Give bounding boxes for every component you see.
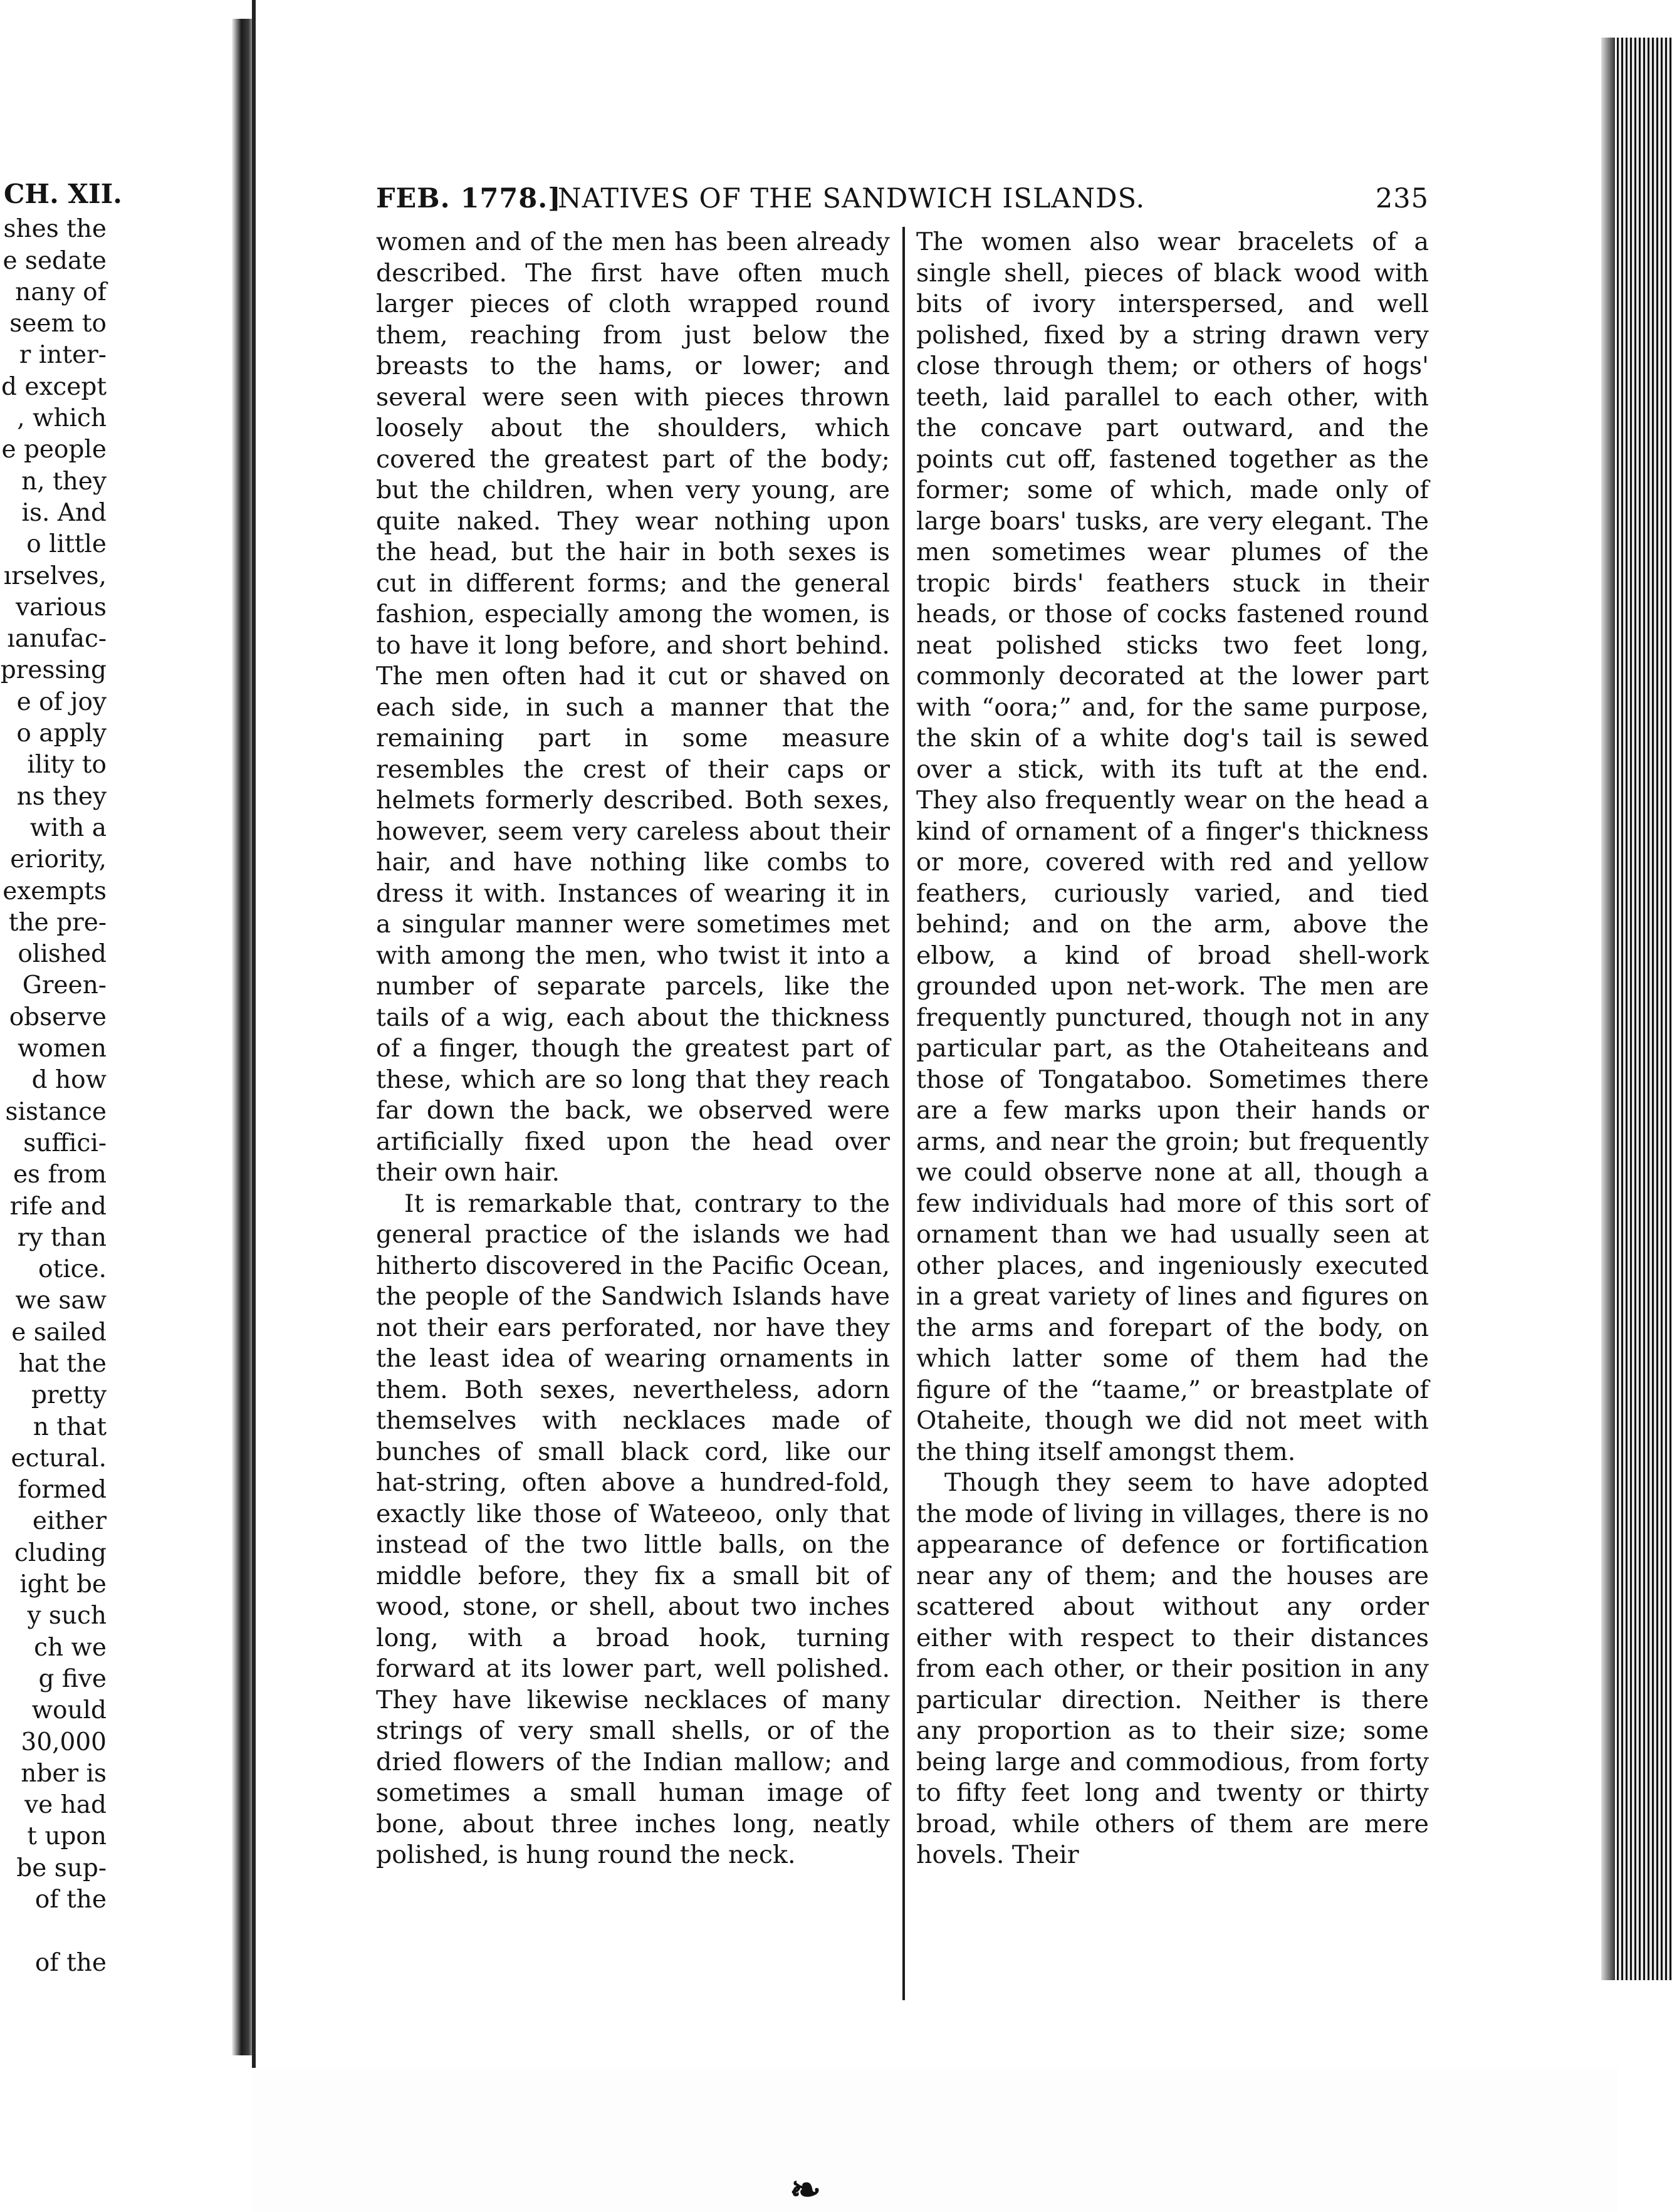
previous-page-line: suffici- <box>23 1129 107 1157</box>
previous-page-line: the pre- <box>8 908 107 937</box>
previous-page-line: of the <box>34 1886 107 1914</box>
previous-page-line: e sailed <box>11 1318 107 1347</box>
previous-page-lines <box>0 214 107 1979</box>
previous-page-line <box>0 1916 107 1947</box>
page-edge-left <box>252 0 256 2080</box>
previous-page-line: e sedate <box>3 246 107 275</box>
previous-page-line: e of joy <box>16 687 107 716</box>
previous-page-line: ility to <box>27 751 107 780</box>
previous-page-line: olished <box>18 940 107 969</box>
previous-page-line: es from <box>13 1161 107 1189</box>
previous-page-line: nber is <box>21 1759 107 1788</box>
previous-page-line: sistance <box>5 1097 107 1126</box>
page-bottom-margin <box>252 2068 1618 2212</box>
previous-page-line: d how <box>31 1066 107 1095</box>
previous-page-line: ch we <box>34 1633 107 1662</box>
previous-page-line: otice. <box>38 1255 107 1284</box>
previous-page-line: observe <box>9 1003 107 1031</box>
right-column-paragraph: The women also wear bracelets of a single shell, pieces of black wood with bits of ivory interspersed, and well polished, fixed by a string drawn very close through them; or others of hogs' teeth, laid parallel to each other, with the concave part outward, and the points cut off, fastened together as the former; some of which, made only of large boars' tusks, are very elegant. The men sometimes wear plumes of the tropic birds' feathers stuck in their heads, or those of cocks fastened round neat polished sticks two feet long, commonly decorated at the lower part with “oora;” and, for the same purpose, the skin of a white dog's tail is sewed over a stick, with its tuft at the end. They also frequently wear on the head a kind of ornament of a finger's thickness or more, covered with red and yellow feathers, curiously varied, and tied behind; and on the arm, above the elbow, a kind of broad shell-work grounded upon net-work. The men are frequently punctured, though not in any particular part, as the Otaheiteans and those of Tongataboo. Sometimes there are a few marks upon their hands or arms, and near the groin; but frequently we could observe none at all, though a few individuals had more of this sort of ornament than we had usually seen at other places, and ingeniously executed in a great variety of lines and figures on the arms and forepart of the body, on which latter some of them had the figure of the “taame,” or breastplate of Otaheite, though we did not meet with the thing itself amongst them. <box>916 227 1429 1466</box>
previous-page-line: , which <box>17 404 107 433</box>
previous-page-line: o apply <box>16 719 107 748</box>
previous-page-line: d except <box>1 372 107 401</box>
previous-page-line: of the <box>34 1948 107 1977</box>
previous-page-line: seem to <box>9 310 107 338</box>
previous-page-line: exempts <box>3 877 107 905</box>
page-stack-edge <box>1617 38 1672 1980</box>
running-head-title: NATIVES OF THE SANDWICH ISLANDS. <box>558 183 1146 214</box>
previous-page-line: formed <box>18 1476 107 1505</box>
previous-page-line: ırselves, <box>3 561 107 590</box>
previous-page-line: is. And <box>21 498 107 527</box>
previous-page-line: Green- <box>22 971 107 1000</box>
left-column <box>376 227 890 1871</box>
previous-page-line: n, they <box>21 467 107 496</box>
previous-page-line: ns they <box>16 782 107 811</box>
previous-page-line: either <box>32 1507 107 1536</box>
previous-page-line: ıanufac- <box>7 625 107 654</box>
previous-page-line: be sup- <box>16 1854 107 1882</box>
column-rule <box>902 227 905 2000</box>
previous-page-line: ve had <box>24 1791 107 1820</box>
scan-mark: ❧ <box>790 2168 822 2212</box>
previous-page-line: r inter- <box>19 341 107 370</box>
previous-page-line: pressing <box>0 656 107 685</box>
left-column-paragraph: It is remarkable that, contrary to the general practice of the islands we had hitherto discovered in the Pacific Ocean, the people of the Sandwich Islands have not their ears perforated, nor have they the least idea of wearing ornaments in them. Both sexes, nevertheless, adorn themselves with necklaces made of bunches of small black cord, like our hat-string, often above a hundred-fold, exactly like those of Wateeoo, only that instead of the two little balls, on the middle before, they fix a small bit of wood, stone, or shell, about two inches long, with a broad hook, turning forward at its lower part, well polished. They have likewise necklaces of many strings of very small shells, or of the dried flowers of the Indian mallow; and sometimes a small human image of bone, about three inches long, neatly polished, is hung round the neck. <box>376 1189 890 1869</box>
page-edge-shadow <box>1601 38 1615 1980</box>
previous-page-chapter-header: CH. XII. <box>4 179 122 209</box>
previous-page-line: o little <box>26 530 107 559</box>
previous-page-line: y such <box>27 1602 107 1630</box>
previous-page-line: 30,000 <box>21 1728 107 1756</box>
previous-page-fragment <box>0 179 122 1979</box>
previous-page-line: ry than <box>17 1223 107 1252</box>
previous-page-line: we saw <box>15 1286 107 1315</box>
running-head-date: FEB. 1778.] <box>376 183 562 214</box>
left-column-paragraph: women and of the men has been already described. The first have often much larger pieces of cloth wrapped round them, reaching from just below the breasts to the hams, or lower; and several were seen with pieces thrown loosely about the shoulders, which covered the greatest part of the body; but the children, when very young, are quite naked. They wear nothing upon the head, but the hair in both sexes is cut in different forms; and the general fashion, especially among the women, is to have it long before, and short behind. The men often had it cut or shaved on each side, in such a manner that the remaining part in some measure resembles the crest of their caps or helmets formerly described. Both sexes, however, seem very careless about their hair, and have nothing like combs to dress it with. Instances of wearing it in a singular manner were sometimes met with among the men, who twist it into a number of separate parcels, like the tails of a wig, each about the thickness of a finger, though the greatest part of these, which are so long that they reach far down the back, we observed were artificially fixed upon the head over their own hair. <box>376 227 890 1187</box>
running-head <box>376 183 1429 221</box>
previous-page-line: ight be <box>19 1570 107 1599</box>
right-column-paragraph: Though they seem to have adopted the mode of living in villages, there is no appearance of defence or fortification near any of them; and the houses are scattered about without any order either with respect to their distances from each other, or their position in any particular direction. Neither is there any proportion as to their size; some being large and commodious, from forty to fifty feet long and twenty or thirty broad, while others of them are mere hovels. Their <box>916 1468 1429 1869</box>
previous-page-line: would <box>31 1696 107 1725</box>
previous-page-line: with a <box>29 813 107 842</box>
previous-page-line: t upon <box>27 1822 107 1851</box>
previous-page-line: pretty <box>31 1381 107 1410</box>
previous-page-line: various <box>15 593 107 622</box>
previous-page-line: ectural. <box>11 1444 107 1473</box>
previous-page-line: cluding <box>14 1538 107 1567</box>
page-number: 235 <box>1375 183 1429 214</box>
previous-page-line: shes the <box>3 215 107 244</box>
previous-page-line: nany of <box>15 278 107 306</box>
right-column <box>916 227 1429 1871</box>
previous-page-line: n that <box>33 1412 107 1441</box>
previous-page-line: rife and <box>9 1192 107 1221</box>
previous-page-line: e people <box>1 436 107 464</box>
previous-page-line: hat the <box>18 1349 107 1378</box>
previous-page-line: g five <box>38 1664 107 1693</box>
previous-page-line: eriority, <box>10 845 107 874</box>
previous-page-line: women <box>17 1035 107 1063</box>
